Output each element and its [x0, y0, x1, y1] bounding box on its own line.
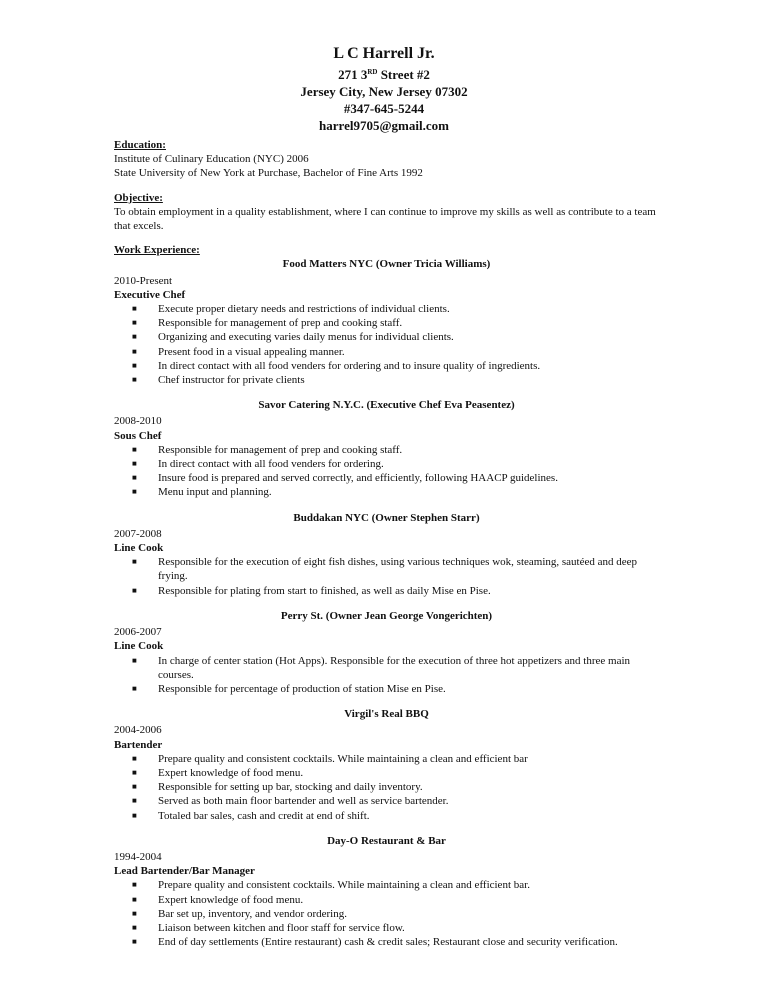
job-role: Line Cook — [114, 640, 164, 653]
bullet-icon: ■ — [132, 487, 137, 497]
duty-text: Bar set up, inventory, and vendor ordering. — [158, 907, 347, 920]
duties-list — [114, 443, 659, 500]
duties-list — [114, 752, 659, 823]
job-entry — [114, 398, 659, 499]
duty-text: Responsible for setting up bar, stocking and daily inventory. — [158, 781, 423, 794]
duty-item — [132, 809, 659, 823]
phone-number: #347-645-5244 — [343, 101, 425, 116]
bullet-icon: ■ — [132, 683, 137, 693]
street-ordinal: RD — [367, 68, 378, 76]
job-dates: 2008-2010 — [114, 415, 162, 428]
duty-text: Execute proper dietary needs and restrictions of individual clients. — [158, 303, 450, 316]
duty-item — [132, 766, 659, 780]
objective-title: Objective: — [114, 191, 163, 204]
bullet-icon: ■ — [132, 880, 137, 890]
duty-text: End of day settlements (Entire restaurant) cash & credit sales; Restaurant close and security verification. — [158, 936, 618, 949]
bullet-icon: ■ — [132, 937, 137, 947]
duty-item — [132, 345, 659, 359]
street-address — [0, 64, 768, 83]
bullet-icon: ■ — [132, 375, 137, 385]
duty-text: In direct contact with all food venders for ordering and to insure quality of ingredients. — [158, 359, 541, 372]
duty-text: Organizing and executing varies daily menus for individual clients. — [158, 331, 454, 344]
duties-list — [114, 302, 659, 387]
duty-item — [132, 935, 659, 949]
duty-text: In direct contact with all food venders for ordering. — [158, 458, 384, 471]
job-entry — [114, 257, 659, 387]
bullet-icon: ■ — [132, 908, 137, 918]
email-address: harrel9705@gmail.com — [319, 118, 449, 133]
duty-item — [132, 794, 659, 808]
duty-item — [132, 555, 659, 583]
city-line: Jersey City, New Jersey 07302 — [300, 84, 468, 99]
job-dates: 1994-2004 — [114, 850, 162, 863]
duties-list — [114, 878, 659, 949]
work-experience-title: Work Experience: — [114, 244, 200, 257]
job-entry — [114, 707, 659, 823]
bullet-icon: ■ — [132, 894, 137, 904]
education-title: Education: — [114, 139, 166, 151]
job-dates: 2004-2006 — [114, 724, 162, 737]
bullet-icon: ■ — [132, 585, 137, 595]
job-dates: 2006-2007 — [114, 626, 162, 639]
job-entry — [114, 834, 659, 950]
job-entry — [114, 609, 659, 696]
objective-text: To obtain employment in a quality establishment, where I can continue to improve my skills as well as contribute to a team that excels. — [114, 205, 656, 233]
employer-name: Savor Catering N.Y.C. (Executive Chef Eva Peasentez) — [258, 399, 515, 412]
bullet-icon: ■ — [132, 767, 137, 777]
bullet-icon: ■ — [132, 557, 137, 567]
job-role: Line Cook — [114, 542, 164, 555]
job-role: Bartender — [114, 738, 163, 751]
duty-text: In charge of center station (Hot Apps). Responsible for the execution of three hot appetizers and three main courses. — [158, 654, 631, 681]
duty-item — [132, 471, 659, 485]
duty-item — [132, 316, 659, 330]
duty-item — [132, 878, 659, 892]
job-list — [114, 257, 659, 949]
duty-item — [132, 921, 659, 935]
duty-item — [132, 893, 659, 907]
duties-list — [114, 654, 659, 697]
duty-item — [132, 443, 659, 457]
bullet-icon: ■ — [132, 332, 137, 342]
duty-text: Responsible for the execution of eight fish dishes, using various techniques wok, steaming, sautéed and deep frying. — [158, 556, 638, 583]
bullet-icon: ■ — [132, 753, 137, 763]
duty-text: Prepare quality and consistent cocktails. While maintaining a clean and efficient bar — [158, 752, 528, 765]
applicant-name: L C Harrell Jr. — [333, 45, 435, 62]
duty-item — [132, 359, 659, 373]
job-dates: 2007-2008 — [114, 527, 162, 540]
street-number: 271 3 — [338, 67, 368, 82]
resume-header — [0, 44, 768, 134]
duty-item — [132, 302, 659, 316]
bullet-icon: ■ — [132, 922, 137, 932]
duty-item — [132, 682, 659, 696]
bullet-icon: ■ — [132, 318, 137, 328]
duties-list — [114, 555, 659, 598]
job-role: Lead Bartender/Bar Manager — [114, 865, 255, 878]
duty-item — [132, 584, 659, 598]
duty-text: Present food in a visual appealing manner. — [158, 345, 345, 358]
education-line: State University of New York at Purchase, Bachelor of Fine Arts 1992 — [114, 167, 423, 180]
objective-section — [114, 191, 659, 234]
bullet-icon: ■ — [132, 444, 137, 454]
duty-text: Responsible for management of prep and cooking staff. — [158, 443, 403, 456]
duty-item — [132, 752, 659, 766]
duty-text: Expert knowledge of food menu. — [158, 766, 304, 779]
duty-text: Insure food is prepared and served correctly, and efficiently, following HAACP guidelines. — [158, 472, 558, 485]
bullet-icon: ■ — [132, 360, 137, 370]
employer-name: Food Matters NYC (Owner Tricia Williams) — [282, 258, 491, 271]
job-role: Sous Chef — [114, 429, 162, 442]
duty-text: Prepare quality and consistent cocktails. While maintaining a clean and efficient bar. — [158, 879, 530, 892]
duty-item — [132, 485, 659, 499]
bullet-icon: ■ — [132, 810, 137, 820]
duty-item — [132, 907, 659, 921]
duty-text: Served as both main floor bartender and well as service bartender. — [158, 795, 449, 808]
education-line: Institute of Culinary Education (NYC) 2006 — [114, 153, 309, 166]
employer-name: Perry St. (Owner Jean George Vongerichten) — [280, 609, 493, 622]
bullet-icon: ■ — [132, 346, 137, 356]
duty-item — [132, 780, 659, 794]
work-experience-section — [114, 243, 659, 949]
street-name: Street #2 — [377, 67, 430, 82]
bullet-icon: ■ — [132, 459, 137, 469]
duty-item — [132, 457, 659, 471]
bullet-icon: ■ — [132, 304, 137, 314]
duty-text: Expert knowledge of food menu. — [158, 893, 304, 906]
duty-item — [132, 373, 659, 387]
duty-text: Responsible for percentage of production of station Mise en Pise. — [158, 682, 446, 695]
duty-text: Responsible for management of prep and cooking staff. — [158, 317, 403, 330]
employer-name: Buddakan NYC (Owner Stephen Starr) — [293, 511, 480, 524]
job-entry — [114, 511, 659, 598]
bullet-icon: ■ — [132, 473, 137, 483]
duty-item — [132, 654, 659, 682]
education-section — [114, 138, 659, 181]
employer-name: Day-O Restaurant & Bar — [327, 834, 446, 847]
duty-text: Menu input and planning. — [158, 486, 272, 499]
bullet-icon: ■ — [132, 796, 137, 806]
bullet-icon: ■ — [132, 782, 137, 792]
employer-name: Virgil's Real BBQ — [344, 708, 429, 721]
resume-body — [114, 138, 659, 949]
duty-text: Totaled bar sales, cash and credit at end of shift. — [158, 809, 370, 822]
bullet-icon: ■ — [132, 655, 137, 665]
job-role: Executive Chef — [114, 288, 186, 301]
job-dates: 2010-Present — [114, 274, 173, 287]
duty-text: Responsible for plating from start to finished, as well as daily Mise en Pise. — [158, 584, 491, 597]
duty-text: Liaison between kitchen and floor staff for service flow. — [158, 921, 405, 934]
duty-text: Chef instructor for private clients — [158, 374, 305, 387]
duty-item — [132, 330, 659, 344]
